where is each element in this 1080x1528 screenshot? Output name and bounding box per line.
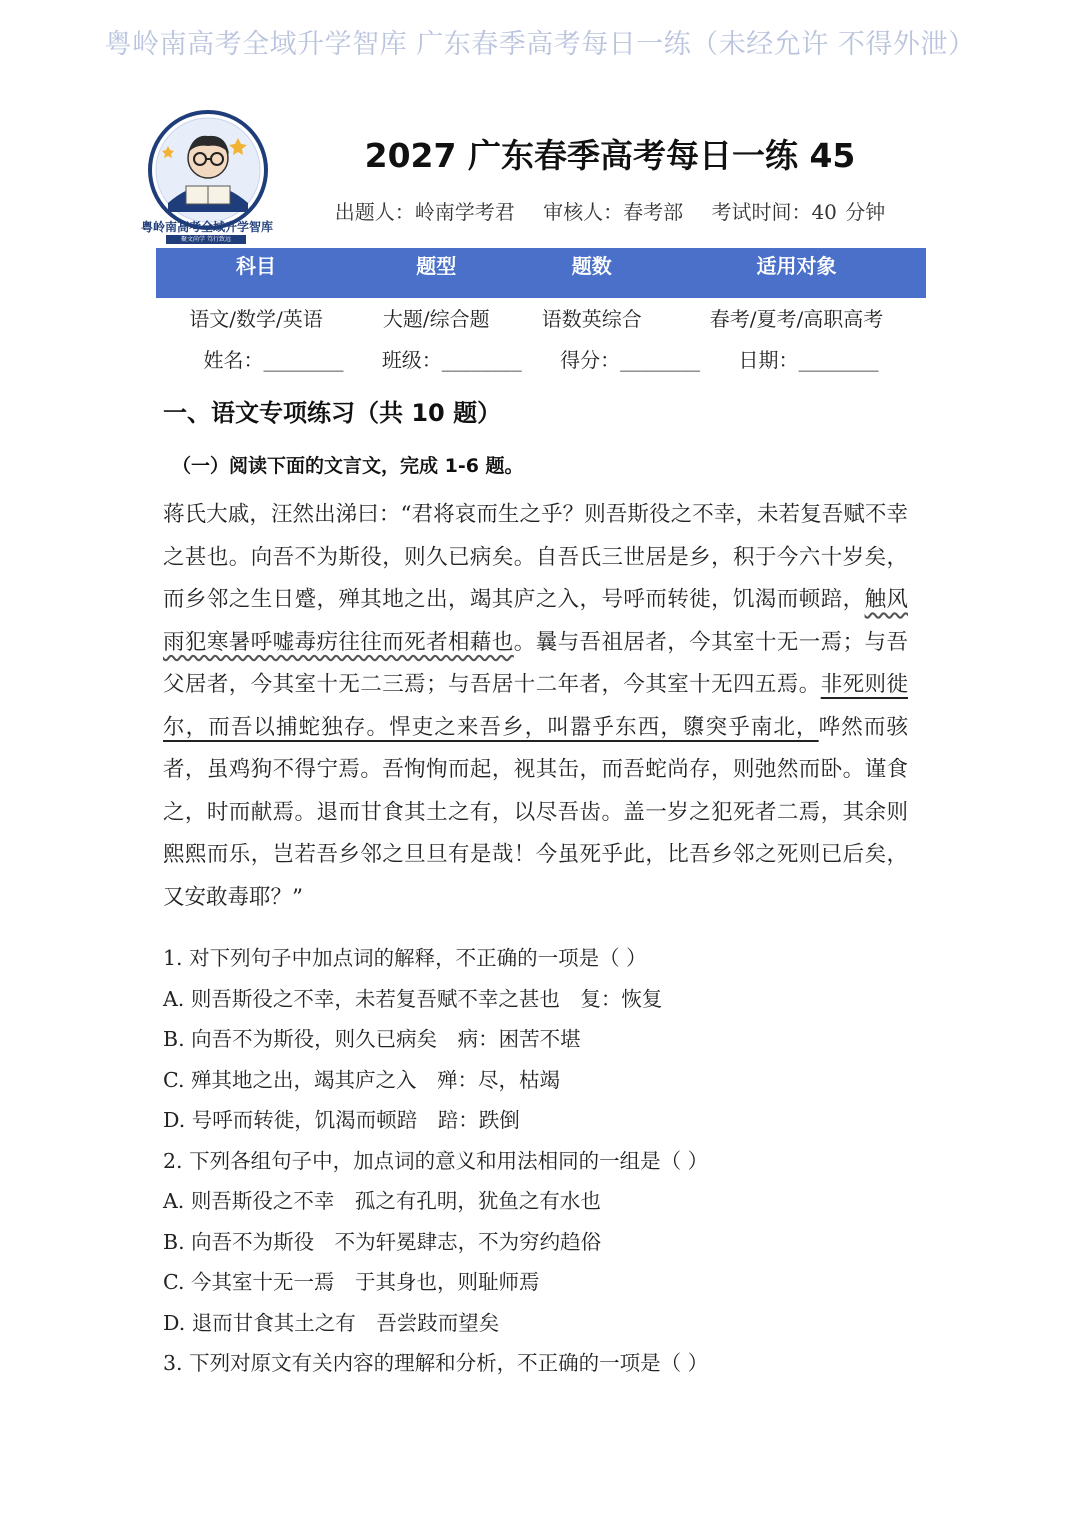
- watermark: 粤岭南高考全域升学智库 广东春季高考每日一练（未经允许 不得外泄）: [104, 29, 976, 60]
- student-info-line: [156, 344, 926, 373]
- table-row: [156, 298, 926, 333]
- question-stem: 1. 对下列句子中加点词的解释，不正确的一项是（ ）: [163, 946, 647, 970]
- class-field[interactable]: 班级：________: [381, 348, 522, 372]
- exam-meta: [300, 196, 920, 225]
- question-option: B. 向吾不为斯役 不为轩冕肆志，不为穷约趋俗: [163, 1229, 602, 1254]
- meta-reviewer: 审核人：春考部: [543, 200, 684, 224]
- info-table: [156, 248, 926, 333]
- question-option: C. 今其室十无一焉 于其身也，则耻师焉: [163, 1270, 540, 1294]
- logo-tagline: 聚文尚学 笃行致远: [166, 235, 246, 244]
- table-header: 题型: [356, 248, 517, 298]
- score-field[interactable]: 得分：________: [560, 348, 701, 372]
- name-field[interactable]: 姓名：________: [203, 348, 344, 372]
- question-option: D. 退而甘食其土之有 吾尝跂而望矣: [163, 1310, 500, 1335]
- question-option: B. 向吾不为斯役，则久已病矣 病：困苦不堪: [163, 1027, 581, 1051]
- table-header: 题数: [516, 248, 667, 298]
- question-option: A. 则吾斯役之不幸 孤之有孔明，犹鱼之有水也: [163, 1189, 601, 1213]
- meta-author: 出题人：岭南学考君: [334, 200, 515, 224]
- question-stem: 2. 下列各组句子中，加点词的意义和用法相同的一组是（ ）: [163, 1148, 709, 1173]
- reading-passage: [163, 494, 908, 919]
- question-option: A. 则吾斯役之不幸，未若复吾赋不幸之甚也 复：恢复: [163, 986, 663, 1011]
- passage-underline: 非死则徙尔，而吾以捕蛇独存。悍吏之来吾乡，叫嚣乎东西，隳突乎南北，: [163, 672, 908, 740]
- passage-text: 蒋氏大戚，汪然出涕曰：“君将哀而生之乎？则吾斯役之不幸，未若复吾赋不幸之甚也。向吾不为斯役，则久已病矣。自吾氏三世居是乡，积于今六十岁矣，而乡邻之生日蹙，殚其地之出，竭其庐之入，号呼而转徙，饥渴而顿踣，: [163, 502, 908, 612]
- meta-time: 考试时间：40 分钟: [711, 200, 886, 224]
- table-cell: 语数英综合: [541, 306, 642, 331]
- passage-wavy-underline: 触风雨犯寒暑呼嘘毒疠往往而死者相藉也: [163, 587, 908, 655]
- question-option: C. 殚其地之出，竭其庐之入 殚：尽，枯竭: [163, 1067, 560, 1092]
- date-field[interactable]: 日期：________: [738, 348, 879, 372]
- question-list: [163, 938, 923, 1384]
- question-option: D. 号呼而转徙，饥渴而顿踣 踣：跌倒: [163, 1108, 520, 1132]
- logo-name: 粤岭南高考全域升学智库: [140, 220, 273, 234]
- page-title: 2027 广东春季高考每日一练 45: [364, 136, 856, 175]
- table-header: 科目: [156, 248, 356, 298]
- table-cell: 语文/数学/英语: [189, 306, 323, 331]
- table-header-row: [156, 248, 926, 298]
- subsection-title: （一）阅读下面的文言文，完成 1-6 题。: [172, 455, 524, 477]
- table-header: 适用对象: [667, 248, 926, 298]
- section-title: 一、语文专项练习（共 10 题）: [163, 399, 502, 427]
- question-stem: 3. 下列对原文有关内容的理解和分析，不正确的一项是（ ）: [163, 1351, 709, 1375]
- passage-text: 。曩与吾祖居者，今其室十无一焉；与吾父居者，今其室十无二三焉；与吾居十二年者，今其室十无四五焉。: [163, 629, 908, 697]
- passage-text: 哗然而骇者，虽鸡狗不得宁焉。吾恂恂而起，视其缶，而吾蛇尚存，则弛然而卧。谨食之，时而献焉。退而甘食其土之有，以尽吾齿。盖一岁之犯死者二焉，其余则熙熙而乐，岂若吾乡邻之旦旦有是哉！今虽死乎此，比吾乡邻之死则已后矣，又安敢毒耶？”: [163, 714, 908, 910]
- table-cell: 春考/夏考/高职高考: [709, 306, 884, 331]
- table-cell: 大题/综合题: [382, 306, 490, 331]
